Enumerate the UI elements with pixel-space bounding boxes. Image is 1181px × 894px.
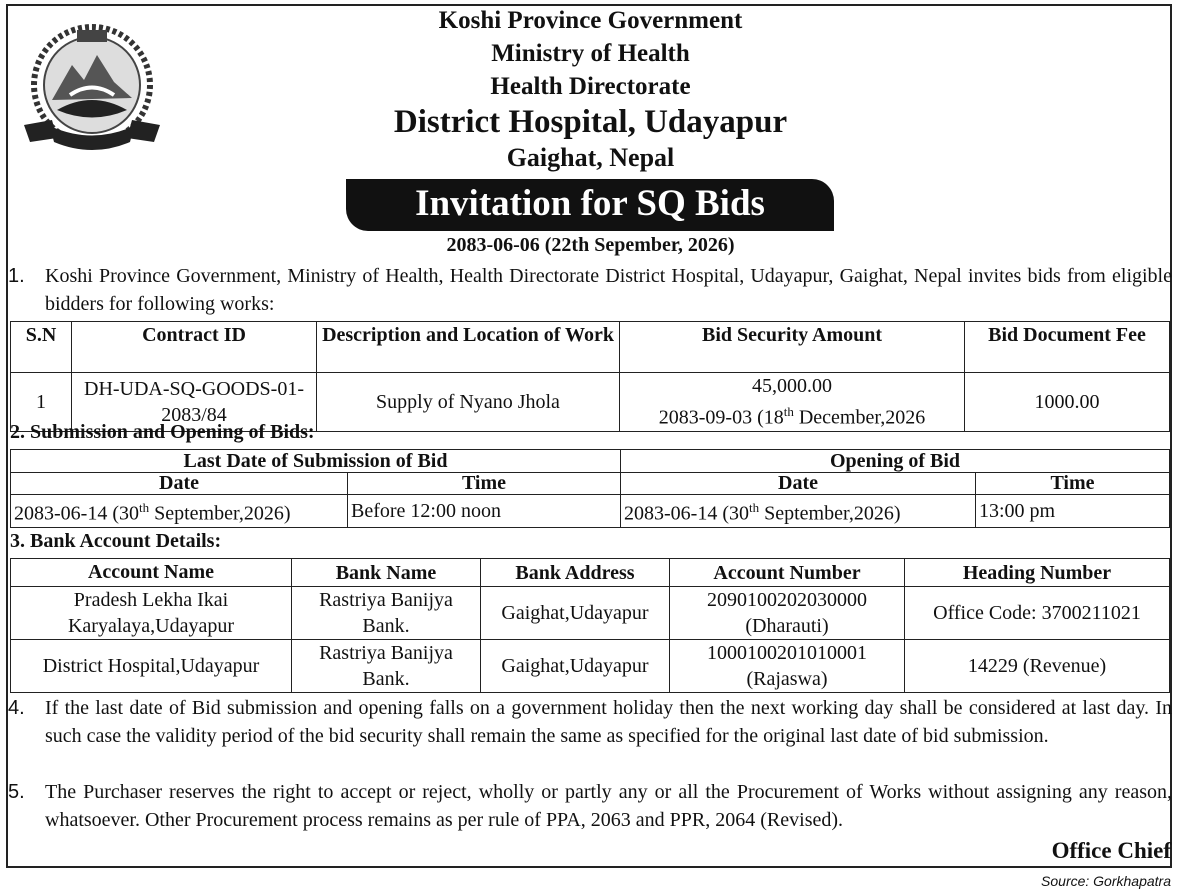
item-number: 4.: [8, 697, 25, 719]
cell-bank-address: Gaighat,Udayapur: [481, 587, 670, 640]
bank-table: [10, 558, 1170, 693]
cell-contract-id: DH-UDA-SQ-GOODS-01-2083/84: [72, 373, 317, 432]
cell-account-number: 2090100202030000 (Dharauti): [670, 587, 905, 640]
col-header-heading-number: Heading Number: [905, 559, 1170, 587]
cell-account-name: Pradesh Lekha Ikai Karyalaya,Udayapur: [11, 587, 292, 640]
cell-account-number: 1000100201010001 (Rajaswa): [670, 640, 905, 693]
cell-description: Supply of Nyano Jhola: [317, 373, 620, 432]
bid-security-date: 2083-09-03 (18th December,2026: [658, 404, 926, 429]
signature-office-chief: Office Chief: [1051, 838, 1171, 863]
submission-table: [10, 449, 1170, 528]
cell-bank-address: Gaighat,Udayapur: [481, 640, 670, 693]
submission-date: 2083-06-14 (30th September,2026): [11, 495, 348, 528]
cell-bid-security: [620, 373, 965, 432]
col-header-account-number: Account Number: [670, 559, 905, 587]
header-hospital: District Hospital, Udayapur: [393, 104, 788, 140]
open-date-label: Date: [621, 473, 976, 495]
source-credit: Source: Gorkhapatra: [1041, 873, 1171, 889]
section-2-title: 2. Submission and Opening of Bids:: [10, 421, 315, 443]
col-header-account-name: Account Name: [11, 559, 292, 587]
header-province: Koshi Province Government: [438, 7, 743, 34]
cell-bank-name: Rastriya Banijya Bank.: [292, 587, 481, 640]
last-date-header: Last Date of Submission of Bid: [11, 450, 621, 473]
col-header-bid-security: Bid Security Amount: [620, 322, 965, 373]
col-header-bid-fee: Bid Document Fee: [965, 322, 1170, 373]
table-row: [11, 640, 1170, 693]
works-table: [10, 321, 1170, 432]
col-header-sn: S.N: [11, 322, 72, 373]
open-time-label: Time: [976, 473, 1170, 495]
col-header-contract-id: Contract ID: [72, 322, 317, 373]
cell-account-name: District Hospital,Udayapur: [11, 640, 292, 693]
col-header-bank-name: Bank Name: [292, 559, 481, 587]
cell-sn: 1: [11, 373, 72, 432]
paragraph-4: [8, 694, 1172, 750]
section-3-title: 3. Bank Account Details:: [10, 530, 222, 552]
table-row: [11, 587, 1170, 640]
item-number: 5.: [8, 781, 25, 803]
cell-bank-name: Rastriya Banijya Bank.: [292, 640, 481, 693]
col-header-bank-address: Bank Address: [481, 559, 670, 587]
cell-bid-fee: 1000.00: [965, 373, 1170, 432]
header-directorate: Health Directorate: [490, 73, 691, 100]
notice-date: 2083-06-06 (22th Sepember, 2026): [446, 234, 735, 256]
col-header-description: Description and Location of Work: [317, 322, 620, 373]
notice-title-banner: Invitation for SQ Bids: [346, 179, 834, 231]
paragraph-4-text: If the last date of Bid submission and opening falls on a government holiday then the next working day shall be considered at last day. In such case the validity period of the bid security shall remain the same as specified for the original last date of bid submission.: [45, 697, 1172, 747]
intro-text: Koshi Province Government, Ministry of Health, Health Directorate District Hospital, Udayapur, Gaighat, Nepal invites bids from eligible bidders for following works:: [45, 265, 1172, 315]
sub-date-label: Date: [11, 473, 348, 495]
cell-heading-number: Office Code: 3700211021: [905, 587, 1170, 640]
opening-header: Opening of Bid: [621, 450, 1170, 473]
item-number: 1.: [8, 265, 25, 287]
opening-date: 2083-06-14 (30th September,2026): [621, 495, 976, 528]
opening-time: 13:00 pm: [976, 495, 1170, 528]
header-location: Gaighat, Nepal: [506, 143, 675, 172]
cell-heading-number: 14229 (Revenue): [905, 640, 1170, 693]
sub-time-label: Time: [348, 473, 621, 495]
paragraph-5: [8, 778, 1172, 834]
paragraph-5-text: The Purchaser reserves the right to accept or reject, wholly or partly any or all the Procurement of Works without assigning any reason, whatsoever. Other Procurement process remains as per rule of PPA, 2063 and PPR, 2064 (Revised).: [45, 781, 1172, 831]
submission-time: Before 12:00 noon: [348, 495, 621, 528]
header-ministry: Ministry of Health: [491, 40, 690, 67]
bid-security-amount: 45,000.00: [752, 375, 832, 397]
table-row: [11, 495, 1170, 528]
intro-paragraph: [8, 262, 1172, 318]
